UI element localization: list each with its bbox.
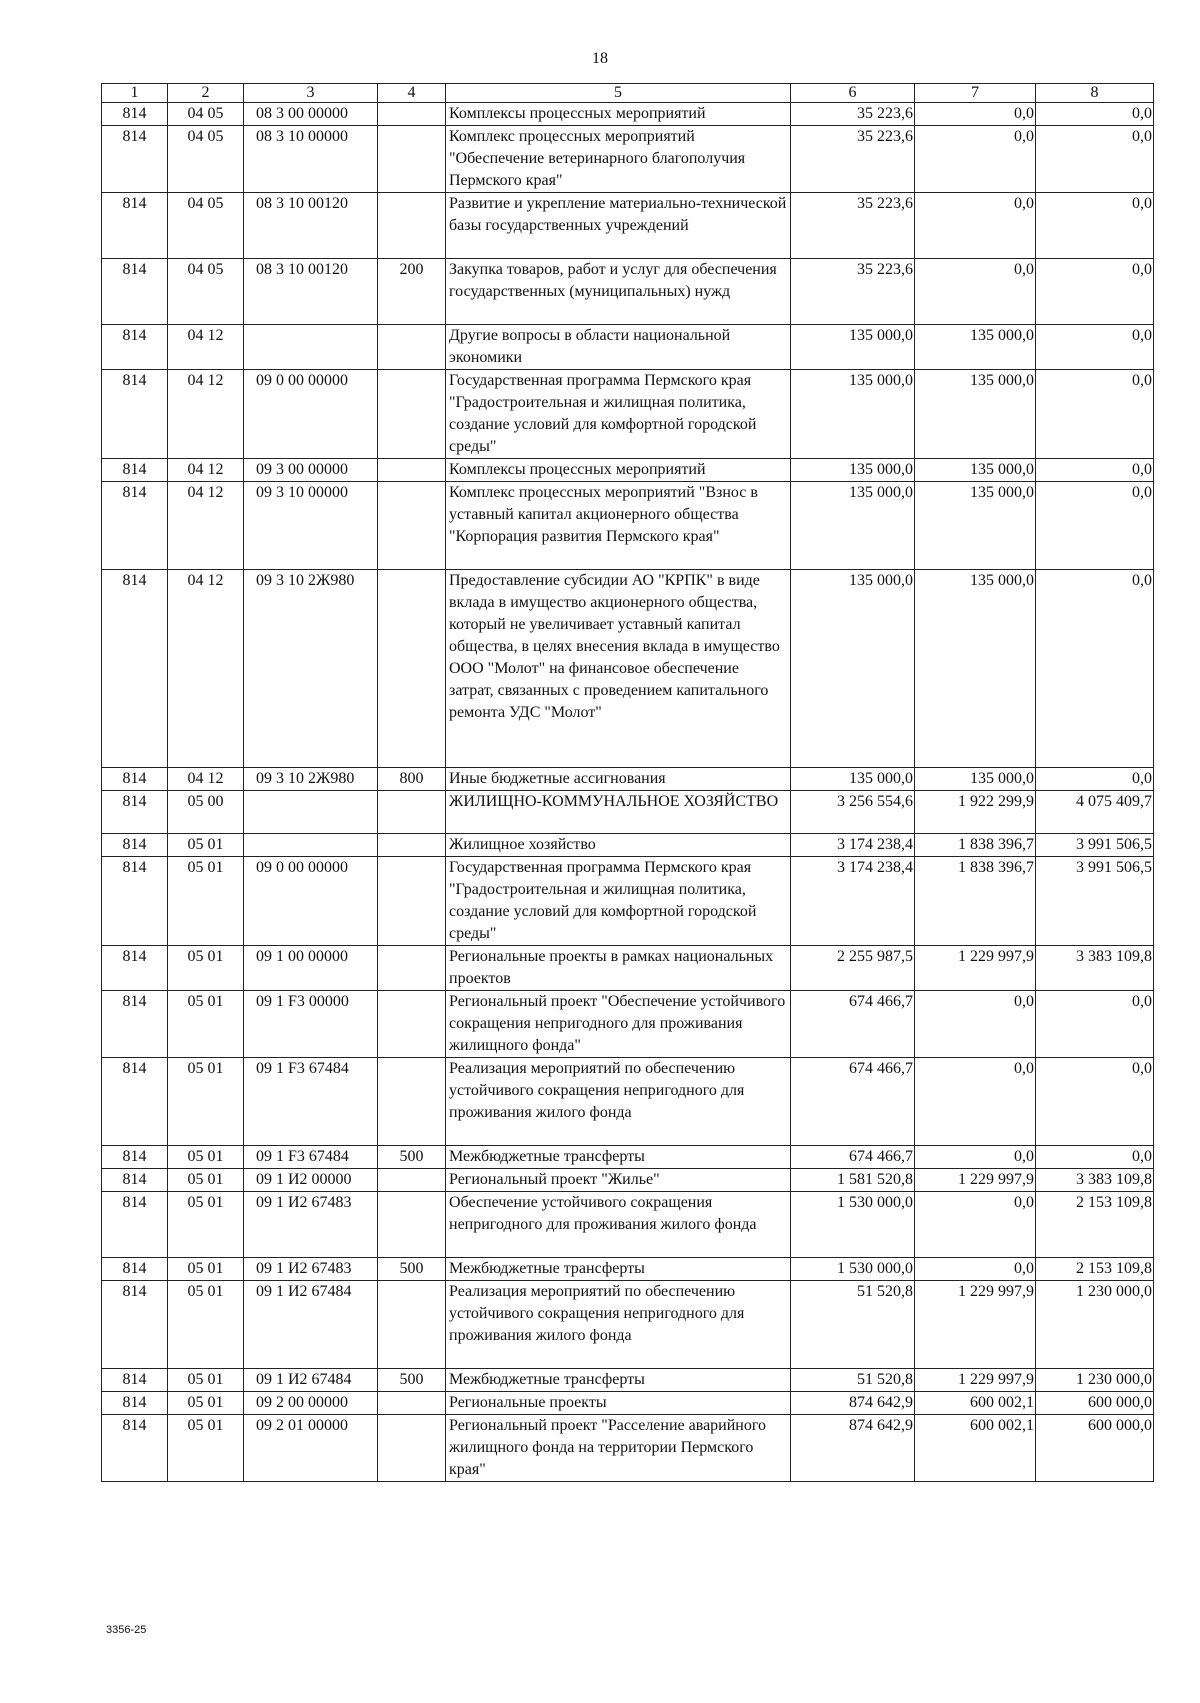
cell-c1: 814	[102, 991, 168, 1058]
cell-c7: 135 000,0	[915, 325, 1036, 370]
cell-c3	[244, 834, 378, 857]
cell-c6: 674 466,7	[791, 1146, 915, 1169]
cell-c5: Региональный проект "Расселение аварийного жилищного фонда на территории Пермского края"	[446, 1415, 791, 1482]
cell-c4	[378, 459, 446, 482]
cell-c8: 0,0	[1036, 193, 1154, 259]
cell-c7: 0,0	[915, 126, 1036, 193]
table-row	[102, 370, 1154, 459]
cell-c7: 0,0	[915, 193, 1036, 259]
cell-c5: Комплекс процессных мероприятий "Обеспечение ветеринарного благополучия Пермского края"	[446, 126, 791, 193]
column-header: 8	[1036, 84, 1154, 103]
cell-c2: 04 05	[168, 103, 244, 126]
table-row	[102, 1058, 1154, 1146]
cell-c2: 04 12	[168, 370, 244, 459]
cell-c4	[378, 325, 446, 370]
column-header: 7	[915, 84, 1036, 103]
cell-c4	[378, 991, 446, 1058]
cell-c3: 08 3 10 00120	[244, 193, 378, 259]
cell-c3: 09 3 00 00000	[244, 459, 378, 482]
cell-c2: 05 01	[168, 991, 244, 1058]
cell-c1: 814	[102, 126, 168, 193]
cell-c7: 135 000,0	[915, 482, 1036, 570]
cell-c3: 09 2 01 00000	[244, 1415, 378, 1482]
cell-c8: 2 153 109,8	[1036, 1192, 1154, 1258]
cell-c5: Комплексы процессных мероприятий	[446, 103, 791, 126]
cell-c2: 05 01	[168, 834, 244, 857]
cell-c4	[378, 1392, 446, 1415]
cell-c6: 1 581 520,8	[791, 1169, 915, 1192]
cell-c3: 09 1 И2 67483	[244, 1258, 378, 1281]
cell-c7: 0,0	[915, 1258, 1036, 1281]
cell-c8: 3 383 109,8	[1036, 946, 1154, 991]
cell-c2: 04 12	[168, 459, 244, 482]
cell-c6: 874 642,9	[791, 1392, 915, 1415]
cell-c8: 0,0	[1036, 482, 1154, 570]
cell-c1: 814	[102, 834, 168, 857]
cell-c3: 08 3 10 00120	[244, 259, 378, 325]
cell-c8: 0,0	[1036, 126, 1154, 193]
cell-c7: 0,0	[915, 1192, 1036, 1258]
cell-c4	[378, 834, 446, 857]
cell-c3: 08 3 00 00000	[244, 103, 378, 126]
table-row	[102, 1369, 1154, 1392]
cell-c1: 814	[102, 1192, 168, 1258]
cell-c4: 500	[378, 1146, 446, 1169]
cell-c2: 04 12	[168, 768, 244, 791]
cell-c2: 04 12	[168, 570, 244, 768]
cell-c1: 814	[102, 857, 168, 946]
cell-c5: Комплексы процессных мероприятий	[446, 459, 791, 482]
cell-c5: Жилищное хозяйство	[446, 834, 791, 857]
cell-c1: 814	[102, 193, 168, 259]
table-row	[102, 1169, 1154, 1192]
cell-c8: 0,0	[1036, 991, 1154, 1058]
cell-c6: 3 256 554,6	[791, 791, 915, 834]
cell-c6: 1 530 000,0	[791, 1192, 915, 1258]
cell-c7: 600 002,1	[915, 1415, 1036, 1482]
cell-c6: 135 000,0	[791, 768, 915, 791]
cell-c5: Предоставление субсидии АО "КРПК" в виде вклада в имущество акционерного общества, который не увеличивает уставный капитал общества, в целях внесения вклада в имущество ООО "Молот" на финансовое обеспечение затрат, связанных с проведением капитального ремонта УДС "Молот"	[446, 570, 791, 768]
cell-c3: 09 3 10 00000	[244, 482, 378, 570]
table-row	[102, 991, 1154, 1058]
cell-c4	[378, 1281, 446, 1369]
cell-c7: 1 838 396,7	[915, 834, 1036, 857]
cell-c1: 814	[102, 370, 168, 459]
cell-c8: 3 383 109,8	[1036, 1169, 1154, 1192]
cell-c3: 09 1 И2 67483	[244, 1192, 378, 1258]
cell-c5: Региональный проект "Обеспечение устойчивого сокращения непригодного для проживания жилищного фонда"	[446, 991, 791, 1058]
cell-c8: 3 991 506,5	[1036, 857, 1154, 946]
cell-c2: 05 01	[168, 1258, 244, 1281]
cell-c8: 0,0	[1036, 768, 1154, 791]
cell-c6: 2 255 987,5	[791, 946, 915, 991]
cell-c6: 3 174 238,4	[791, 857, 915, 946]
cell-c2: 05 01	[168, 1415, 244, 1482]
cell-c2: 05 01	[168, 1169, 244, 1192]
cell-c3: 09 1 И2 00000	[244, 1169, 378, 1192]
cell-c4: 800	[378, 768, 446, 791]
cell-c7: 1 229 997,9	[915, 1369, 1036, 1392]
cell-c6: 35 223,6	[791, 103, 915, 126]
cell-c1: 814	[102, 1146, 168, 1169]
header-row	[102, 84, 1154, 103]
cell-c3: 09 0 00 00000	[244, 857, 378, 946]
table-row	[102, 325, 1154, 370]
cell-c4	[378, 370, 446, 459]
cell-c5: Другие вопросы в области национальной экономики	[446, 325, 791, 370]
cell-c7: 135 000,0	[915, 768, 1036, 791]
cell-c6: 35 223,6	[791, 193, 915, 259]
cell-c3: 09 1 И2 67484	[244, 1281, 378, 1369]
cell-c3: 09 1 И2 67484	[244, 1369, 378, 1392]
cell-c1: 814	[102, 482, 168, 570]
cell-c6: 135 000,0	[791, 459, 915, 482]
cell-c6: 135 000,0	[791, 570, 915, 768]
cell-c4	[378, 1169, 446, 1192]
cell-c8: 3 991 506,5	[1036, 834, 1154, 857]
cell-c6: 874 642,9	[791, 1415, 915, 1482]
cell-c1: 814	[102, 1058, 168, 1146]
cell-c4: 500	[378, 1369, 446, 1392]
cell-c2: 05 01	[168, 946, 244, 991]
cell-c2: 05 01	[168, 1192, 244, 1258]
table-row	[102, 126, 1154, 193]
cell-c4	[378, 193, 446, 259]
cell-c7: 1 838 396,7	[915, 857, 1036, 946]
cell-c7: 1 229 997,9	[915, 946, 1036, 991]
table-row	[102, 459, 1154, 482]
cell-c7: 0,0	[915, 259, 1036, 325]
cell-c3: 09 1 F3 00000	[244, 991, 378, 1058]
document-code: 3356-25	[106, 1624, 147, 1636]
cell-c1: 814	[102, 259, 168, 325]
cell-c6: 51 520,8	[791, 1369, 915, 1392]
cell-c8: 0,0	[1036, 325, 1154, 370]
table-row	[102, 259, 1154, 325]
cell-c7: 0,0	[915, 991, 1036, 1058]
table-row	[102, 1192, 1154, 1258]
cell-c7: 0,0	[915, 1058, 1036, 1146]
cell-c3: 09 3 10 2Ж980	[244, 768, 378, 791]
cell-c7: 1 229 997,9	[915, 1281, 1036, 1369]
cell-c4	[378, 1415, 446, 1482]
cell-c8: 0,0	[1036, 1146, 1154, 1169]
cell-c3	[244, 791, 378, 834]
cell-c5: Государственная программа Пермского края "Градостроительная и жилищная политика, создание условий для комфортной городской среды"	[446, 370, 791, 459]
cell-c1: 814	[102, 459, 168, 482]
cell-c8: 600 000,0	[1036, 1415, 1154, 1482]
cell-c1: 814	[102, 1415, 168, 1482]
cell-c5: ЖИЛИЩНО-КОММУНАЛЬНОЕ ХОЗЯЙСТВО	[446, 791, 791, 834]
cell-c1: 814	[102, 768, 168, 791]
cell-c5: Реализация мероприятий по обеспечению устойчивого сокращения непригодного для проживания жилого фонда	[446, 1281, 791, 1369]
cell-c1: 814	[102, 1369, 168, 1392]
cell-c4	[378, 791, 446, 834]
cell-c3: 09 1 F3 67484	[244, 1058, 378, 1146]
table-row	[102, 768, 1154, 791]
cell-c6: 51 520,8	[791, 1281, 915, 1369]
column-header: 1	[102, 84, 168, 103]
cell-c4	[378, 482, 446, 570]
cell-c7: 135 000,0	[915, 370, 1036, 459]
column-header: 3	[244, 84, 378, 103]
cell-c6: 674 466,7	[791, 1058, 915, 1146]
cell-c5: Государственная программа Пермского края "Градостроительная и жилищная политика, создание условий для комфортной городской среды"	[446, 857, 791, 946]
cell-c2: 05 01	[168, 857, 244, 946]
cell-c8: 0,0	[1036, 1058, 1154, 1146]
cell-c5: Региональные проекты в рамках национальных проектов	[446, 946, 791, 991]
cell-c1: 814	[102, 103, 168, 126]
table-row	[102, 103, 1154, 126]
cell-c2: 04 12	[168, 325, 244, 370]
cell-c5: Региональный проект "Жилье"	[446, 1169, 791, 1192]
cell-c2: 05 00	[168, 791, 244, 834]
cell-c7: 135 000,0	[915, 459, 1036, 482]
cell-c2: 04 05	[168, 193, 244, 259]
column-header: 4	[378, 84, 446, 103]
cell-c4	[378, 570, 446, 768]
table-row	[102, 1146, 1154, 1169]
cell-c6: 135 000,0	[791, 325, 915, 370]
table-row	[102, 570, 1154, 768]
cell-c3: 08 3 10 00000	[244, 126, 378, 193]
cell-c5: Региональные проекты	[446, 1392, 791, 1415]
cell-c7: 1 922 299,9	[915, 791, 1036, 834]
cell-c5: Иные бюджетные ассигнования	[446, 768, 791, 791]
cell-c1: 814	[102, 1258, 168, 1281]
page-number: 18	[592, 50, 608, 67]
cell-c8: 1 230 000,0	[1036, 1369, 1154, 1392]
cell-c3: 09 1 F3 67484	[244, 1146, 378, 1169]
table-row	[102, 482, 1154, 570]
cell-c2: 04 12	[168, 482, 244, 570]
cell-c6: 35 223,6	[791, 259, 915, 325]
cell-c5: Развитие и укрепление материально-технической базы государственных учреждений	[446, 193, 791, 259]
column-header: 5	[446, 84, 791, 103]
column-header: 2	[168, 84, 244, 103]
cell-c8: 0,0	[1036, 259, 1154, 325]
cell-c2: 05 01	[168, 1058, 244, 1146]
cell-c2: 04 05	[168, 259, 244, 325]
cell-c5: Закупка товаров, работ и услуг для обеспечения государственных (муниципальных) нужд	[446, 259, 791, 325]
cell-c2: 05 01	[168, 1146, 244, 1169]
cell-c7: 1 229 997,9	[915, 1169, 1036, 1192]
cell-c5: Комплекс процессных мероприятий "Взнос в уставный капитал акционерного общества "Корпорация развития Пермского края"	[446, 482, 791, 570]
cell-c8: 0,0	[1036, 459, 1154, 482]
cell-c7: 0,0	[915, 103, 1036, 126]
cell-c2: 04 05	[168, 126, 244, 193]
table-row	[102, 857, 1154, 946]
cell-c2: 05 01	[168, 1281, 244, 1369]
cell-c7: 0,0	[915, 1146, 1036, 1169]
cell-c5: Межбюджетные трансферты	[446, 1146, 791, 1169]
cell-c3: 09 0 00 00000	[244, 370, 378, 459]
cell-c4	[378, 103, 446, 126]
table-row	[102, 791, 1154, 834]
cell-c8: 4 075 409,7	[1036, 791, 1154, 834]
cell-c1: 814	[102, 1169, 168, 1192]
cell-c4	[378, 126, 446, 193]
cell-c4: 500	[378, 1258, 446, 1281]
cell-c8: 2 153 109,8	[1036, 1258, 1154, 1281]
cell-c3: 09 1 00 00000	[244, 946, 378, 991]
cell-c5: Межбюджетные трансферты	[446, 1258, 791, 1281]
cell-c7: 135 000,0	[915, 570, 1036, 768]
table-row	[102, 946, 1154, 991]
cell-c6: 135 000,0	[791, 482, 915, 570]
cell-c4: 200	[378, 259, 446, 325]
cell-c1: 814	[102, 791, 168, 834]
cell-c3: 09 2 00 00000	[244, 1392, 378, 1415]
table-row	[102, 1415, 1154, 1482]
cell-c5: Межбюджетные трансферты	[446, 1369, 791, 1392]
cell-c4	[378, 1058, 446, 1146]
cell-c8: 600 000,0	[1036, 1392, 1154, 1415]
cell-c4	[378, 857, 446, 946]
cell-c8: 1 230 000,0	[1036, 1281, 1154, 1369]
table-row	[102, 834, 1154, 857]
cell-c6: 135 000,0	[791, 370, 915, 459]
cell-c6: 674 466,7	[791, 991, 915, 1058]
table-row	[102, 1281, 1154, 1369]
cell-c1: 814	[102, 1392, 168, 1415]
cell-c3: 09 3 10 2Ж980	[244, 570, 378, 768]
cell-c1: 814	[102, 1281, 168, 1369]
cell-c7: 600 002,1	[915, 1392, 1036, 1415]
cell-c8: 0,0	[1036, 570, 1154, 768]
cell-c4	[378, 946, 446, 991]
cell-c1: 814	[102, 325, 168, 370]
cell-c5: Обеспечение устойчивого сокращения непригодного для проживания жилого фонда	[446, 1192, 791, 1258]
cell-c1: 814	[102, 570, 168, 768]
cell-c3	[244, 325, 378, 370]
table-row	[102, 193, 1154, 259]
cell-c2: 05 01	[168, 1369, 244, 1392]
cell-c8: 0,0	[1036, 103, 1154, 126]
cell-c6: 1 530 000,0	[791, 1258, 915, 1281]
table-row	[102, 1258, 1154, 1281]
cell-c6: 35 223,6	[791, 126, 915, 193]
table-row	[102, 1392, 1154, 1415]
budget-table	[101, 83, 1154, 1482]
cell-c2: 05 01	[168, 1392, 244, 1415]
cell-c4	[378, 1192, 446, 1258]
cell-c8: 0,0	[1036, 370, 1154, 459]
column-header: 6	[791, 84, 915, 103]
cell-c6: 3 174 238,4	[791, 834, 915, 857]
cell-c1: 814	[102, 946, 168, 991]
cell-c5: Реализация мероприятий по обеспечению устойчивого сокращения непригодного для проживания жилого фонда	[446, 1058, 791, 1146]
